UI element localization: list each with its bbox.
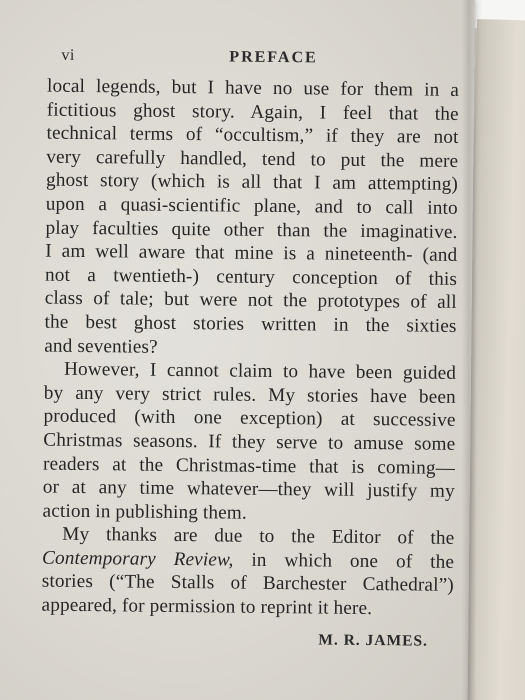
text-line: local legends, but I have no use for them in a (46, 75, 460, 101)
text-line: stories (“The Stalls of Barchester Cathedral”) (41, 571, 454, 597)
text-line: fictitious ghost story. Again, I feel that the (46, 99, 459, 125)
text-line: class of tale; but were not the prototypes of all (44, 287, 457, 314)
text-line: and seventies? (44, 335, 158, 358)
text-line: ghost story (which is all that I am attempting) (45, 169, 459, 196)
paragraph-1 (44, 75, 459, 362)
body-text (41, 75, 459, 622)
paragraph-3 (41, 523, 454, 622)
text-line: by any very strict rules. My stories have been (43, 382, 456, 408)
text-line: appeared, for permission to reprint it here. (41, 594, 373, 620)
text-line: or at any time whatever—they will justify my (42, 476, 455, 502)
text-line: However, I cannot claim to have been guided (63, 358, 457, 385)
text-line: My thanks are due to the Editor of the (62, 524, 455, 550)
text-line: action in publishing them. (42, 500, 247, 524)
text-line: produced (with one exception) at successive (43, 405, 456, 432)
text-line: Christmas seasons. If they serve to amuse some (43, 429, 456, 455)
journal-title: Contemporary Review, (41, 547, 234, 571)
text-fragment: in which one of the (233, 549, 455, 573)
page-number: vi (61, 46, 75, 64)
running-head: PREFACE (229, 48, 318, 67)
text-line: play faculties quite other than the imaginative. (45, 217, 458, 243)
text-line: technical terms of “occultism,” if they are not (46, 122, 459, 149)
text-line: upon a quasi-scientific plane, and to call into (45, 193, 458, 219)
text-line: readers at the Christmas-time that is coming— (42, 453, 456, 479)
text-line: very carefully handled, tend to put the mere (46, 146, 459, 172)
text-line: the best ghost stories written in the sixties (44, 311, 457, 337)
author-signature: M. R. JAMES. (318, 631, 429, 650)
page-edge-shadow (462, 0, 476, 700)
text-line: not a twentieth-) century conception of this (44, 264, 458, 290)
text-line: I am well aware that mine is a nineteenth- (and (45, 240, 458, 267)
paragraph-2 (42, 358, 456, 527)
